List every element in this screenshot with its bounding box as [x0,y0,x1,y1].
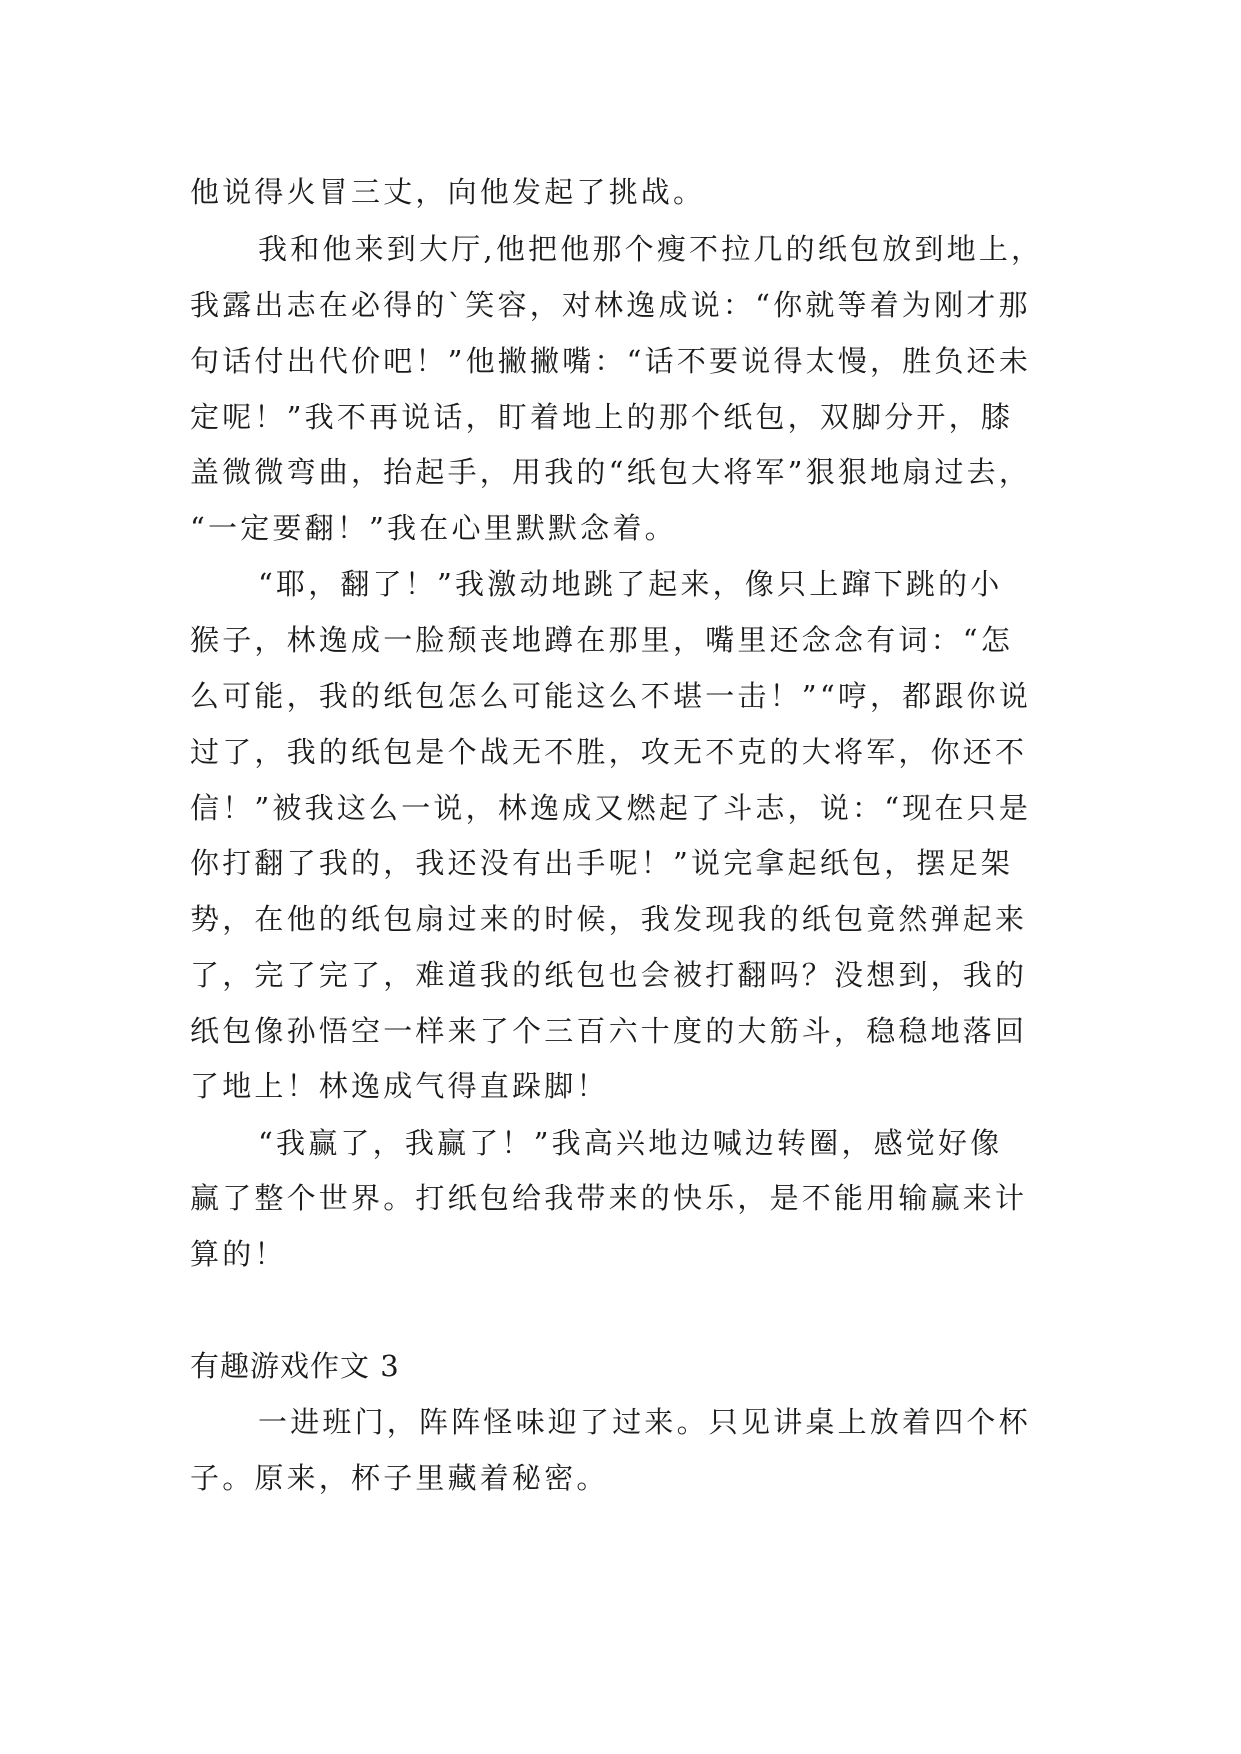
text-line: 纸包像孙悟空一样来了个三百六十度的大筋斗，稳稳地落回 [190,1014,1028,1048]
text-line: 我和他来到大厅,他把他那个瘦不拉几的纸包放到地上， [258,232,1044,266]
text-line: 赢了整个世界。打纸包给我带来的快乐，是不能用输赢来计 [190,1181,1028,1215]
section-heading: 有趣游戏作文 3 [190,1349,400,1383]
text-line: “耶，翻了！”我激动地跳了起来，像只上蹿下跳的小 [258,567,1003,601]
text-line: 他说得火冒三丈，向他发起了挑战。 [190,175,706,209]
text-line: 了，完了完了，难道我的纸包也会被打翻吗？没想到，我的 [190,958,1028,992]
text-line: 猴子，林逸成一脸颓丧地蹲在那里，嘴里还念念有词：“怎 [190,623,1014,657]
text-line: 么可能，我的纸包怎么可能这么不堪一击！”“哼，都跟你说 [190,679,1032,713]
text-line: 过了，我的纸包是个战无不胜，攻无不克的大将军，你还不 [190,735,1028,769]
text-line: 定呢！”我不再说话，盯着地上的那个纸包，双脚分开，膝 [190,400,1014,434]
text-line: “一定要翻！”我在心里默默念着。 [190,511,677,545]
text-line: 了地上！林逸成气得直跺脚！ [190,1069,609,1103]
text-line: 算的！ [190,1237,287,1271]
text-line: 一进班门，阵阵怪味迎了过来。只见讲桌上放着四个杯 [258,1405,1031,1439]
text-line: “我赢了，我赢了！”我高兴地边喊边转圈，感觉好像 [258,1126,1003,1160]
text-line: 句话付出代价吧！”他撇撇嘴：“话不要说得太慢，胜负还未 [190,344,1032,378]
text-line: 盖微微弯曲，抬起手，用我的“纸包大将军”狠狠地扇过去， [190,455,1032,489]
text-line: 信！”被我这么一说，林逸成又燃起了斗志，说：“现在只是 [190,791,1032,825]
text-line: 势，在他的纸包扇过来的时候，我发现我的纸包竟然弹起来 [190,902,1028,936]
text-line: 子。原来，杯子里藏着秘密。 [190,1461,609,1495]
text-line: 我露出志在必得的`笑容，对林逸成说：“你就等着为刚才那 [190,288,1031,322]
text-line: 你打翻了我的，我还没有出手呢！”说完拿起纸包，摆足架 [190,846,1014,880]
